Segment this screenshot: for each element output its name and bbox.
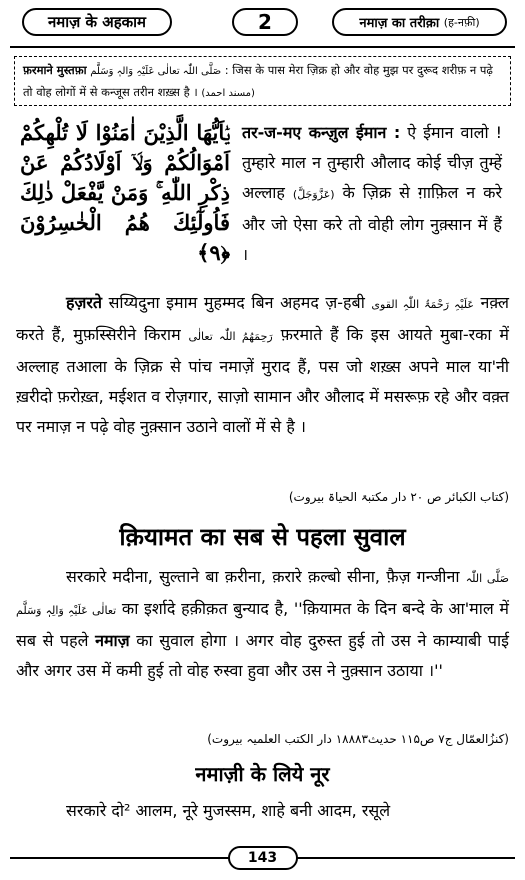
header-book-title: नमाज़ के अहकाम <box>22 8 172 36</box>
para2-text-b: का इर्शादे हक़ीक़त बुन्याद है, ''क़ियामत के दिन बन्दे के आ'माल में सब से पहले <box>16 599 509 650</box>
page-header <box>10 8 515 40</box>
para1-arabic-2: رَحِمَھُمُ اللّٰہ تعالٰی <box>188 330 273 343</box>
reference-1: (کتاب الکبائر ص ۲۰ دار مکتبۃ الحیاۃ بیروت) <box>288 490 509 504</box>
farmaan-text: : जिस के पास मेरा ज़िक्र हो और वोह मुझ पर दुरूद शरीफ़ न पढ़े तो वोह लोगों में से कन्जूस तरीन शख़्स है । <box>23 63 493 99</box>
translation-arabic: (عَزَّوَجَلَّ) <box>292 188 335 201</box>
para2-bold: नमाज़ <box>95 631 130 650</box>
para2-text-c: का सुवाल होगा । अगर वोह दुरुस्त हुई तो उस ने काम्याबी पाई और अगर उस में कमी हुई तो वोह रुस्वा हुवा और उस ने नुक़्सान उठाया ।'' <box>16 631 510 680</box>
para2-arabic: صَلَّی اللّٰہ تعالٰی عَلَیْہِ وَالِہٖ وَسَلَّم <box>16 572 509 617</box>
para1-arabic: عَلَیْہِ رَحْمَۃُ اللّٰہِ القوی <box>371 298 474 311</box>
translation <box>242 118 502 270</box>
reference-2: (کنزُالعمّال ج۷ ص۱۱۵ حدیث۱۸۸۸۳ دار الکتب العلمیہ بیروت) <box>207 732 509 746</box>
header-chapter-suffix: (ह-नफ़ी) <box>443 15 480 29</box>
farmaan-source: (مسند احمد) <box>201 88 255 99</box>
translation-text-b: के ज़िक्र से ग़ाफ़िल न करे और जो ऐसा करे तो वोही लोग नुक़्सान में हैं । <box>242 183 502 264</box>
para1-text-b: नक़्ल करते हैं, मुफ़स्सिरीने किराम <box>16 293 509 344</box>
translation-text-a: ऐ ईमान वालो ! तुम्हारे माल न तुम्हारी औलाद कोई चीज़ तुम्हें अल्लाह <box>242 123 502 202</box>
quran-ayah: يٰۤاَيُّهَا الَّذِيْنَ اٰمَنُوْا لَا تُلْهِكُمْ اَمْوَالُكُمْ وَلَاۤ اَوْلَادُكُمْ عَنْ ذِكْرِ اللّٰهِ ۚ وَمَنْ يَّفْعَلْ ذٰلِكَ فَاُولٰٓئِكَ هُمُ الْخٰسِرُوْنَ ﴿۹﴾ <box>20 120 230 265</box>
para1-text-a: सय्यिदुना इमाम मुहम्मद बिन अहमद ज़-हबी <box>108 293 365 312</box>
paragraph-3: सरकारे दो² आलम, नूरे मुजस्सम, शाहे बनी आदम, रसूले <box>66 801 391 820</box>
heading-namazi-noor: नमाज़ी के लिये नूर <box>195 762 330 786</box>
header-rule <box>10 46 515 48</box>
para1-text-c: फ़रमाते हैं कि इस आयते मुबा-रका में अल्लाह तआला के ज़िक्र से पांच नमाज़ें मुराद हैं, पस जो शख़्स अपने माल या'नी ख़रीदो फ़रोख़्त, मईशत व रोज़गार, साज़ो सामान और औलाद में मसरूफ़ रहे और वक़्त पर नमाज़ न पढ़े वोह नुक़्सान उठाने वालों में से है । <box>16 325 510 436</box>
header-chapter-name: नमाज़ का तरीक़ा <box>359 16 440 31</box>
farmaan-arabic: صَلَّی اللّٰہ تعالٰی عَلَیْہِ وَالہٖ وَسَلَّم <box>90 66 222 77</box>
paragraph-2 <box>16 562 509 686</box>
footer-page-number: 143 <box>228 846 298 870</box>
para1-bold: हज़रते <box>66 293 103 312</box>
farmaan-box <box>14 56 511 106</box>
header-chapter-title <box>332 8 507 36</box>
para2-text-a: सरकारे मदीना, सुल्ताने बा क़रीना, क़रारे क़ल्बो सीना, फ़ैज़ गन्जीना <box>66 567 460 586</box>
translation-label: तर-ज-मए कन्ज़ुल ईमान : <box>242 123 401 142</box>
farmaan-label: फ़रमाने मुस्तफ़ा <box>23 63 87 77</box>
header-page-number: 2 <box>232 8 298 36</box>
heading-qiyamat: क़ियामत का सब से पहला सुवाल <box>119 523 406 551</box>
paragraph-1 <box>16 288 509 442</box>
